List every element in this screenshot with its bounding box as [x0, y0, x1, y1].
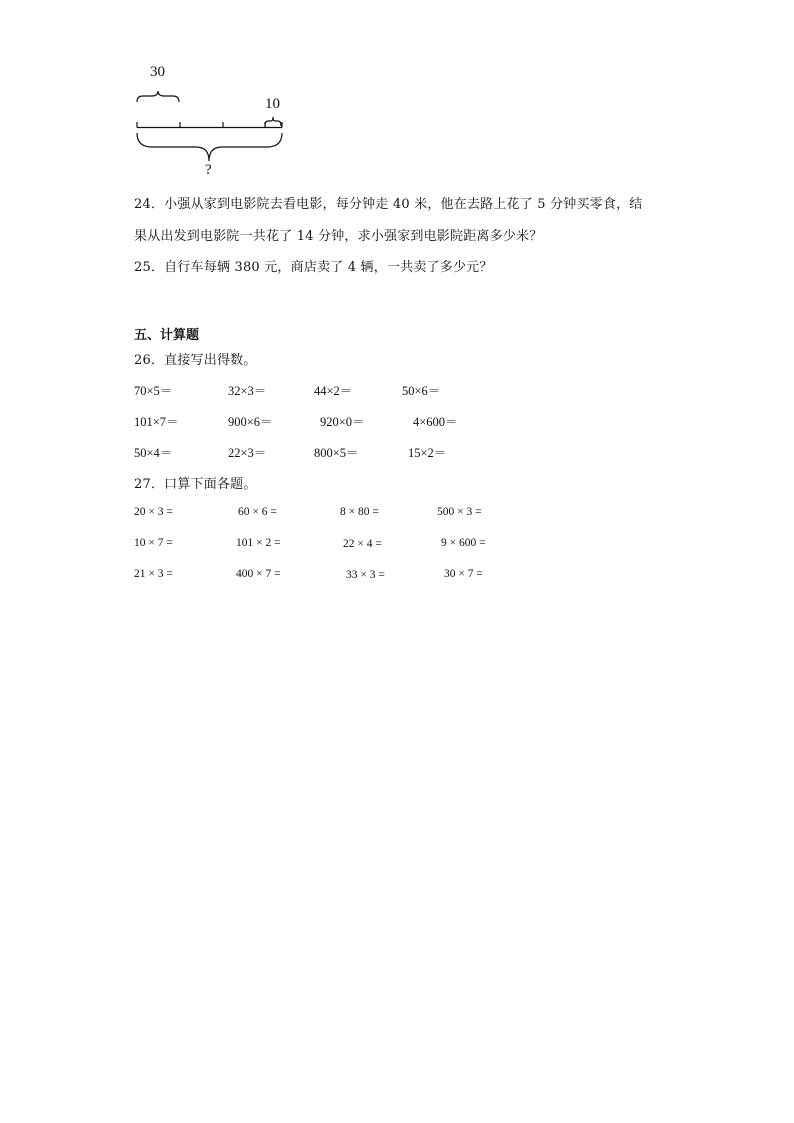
q27-item: 60 × 6 =: [238, 506, 277, 518]
q26-item: 920×0＝: [320, 415, 365, 429]
q27-item: 8 × 80 =: [340, 506, 379, 518]
top-brace: [137, 91, 179, 102]
q26-item: 900×6＝: [228, 415, 273, 429]
q26-item: 44×2＝: [314, 384, 353, 398]
question-27-prompt: 27．口算下面各题。: [134, 477, 257, 492]
q26-item: 50×4＝: [134, 446, 173, 460]
question-24-line-2: 果从出发到电影院一共花了 14 分钟，求小强家到电影院距离多少米？: [134, 229, 543, 244]
q27-item: 22 × 4 =: [343, 538, 382, 550]
q27-item: 500 × 3 =: [437, 506, 482, 518]
section-title: 五、计算题: [134, 328, 200, 343]
q26-item: 15×2＝: [408, 446, 447, 460]
diagram-question-mark: ?: [205, 162, 212, 178]
q27-item: 400 × 7 =: [236, 568, 281, 580]
question-24-line-1: 24．小强从家到电影院去看电影，每分钟走 40 米，他在去路上花了 5 分钟买零食，结: [134, 197, 643, 212]
right-brace: [265, 117, 281, 126]
q26-item: 101×7＝: [134, 415, 179, 429]
q26-item: 22×3＝: [228, 446, 267, 460]
q27-item: 33 × 3 =: [346, 569, 385, 581]
q27-item: 21 × 3 =: [134, 568, 173, 580]
question-25: 25．自行车每辆 380 元，商店卖了 4 辆，一共卖了多少元？: [134, 260, 493, 275]
q26-item: 32×3＝: [228, 384, 267, 398]
diagram-right-label: 10: [265, 96, 280, 112]
q27-item: 20 × 3 =: [134, 506, 173, 518]
bottom-brace: [137, 133, 282, 161]
q26-item: 4×600＝: [413, 415, 458, 429]
q26-item: 800×5＝: [314, 446, 359, 460]
q27-item: 101 × 2 =: [236, 537, 281, 549]
q26-item: 70×5＝: [134, 384, 173, 398]
diagram-top-label: 30: [150, 64, 165, 80]
question-26-prompt: 26．直接写出得数。: [134, 353, 257, 368]
q26-item: 50×6＝: [402, 384, 441, 398]
q27-item: 10 × 7 =: [134, 537, 173, 549]
q27-item: 9 × 600 =: [441, 537, 486, 549]
segment-diagram: [0, 0, 794, 200]
q27-item: 30 × 7 =: [444, 568, 483, 580]
